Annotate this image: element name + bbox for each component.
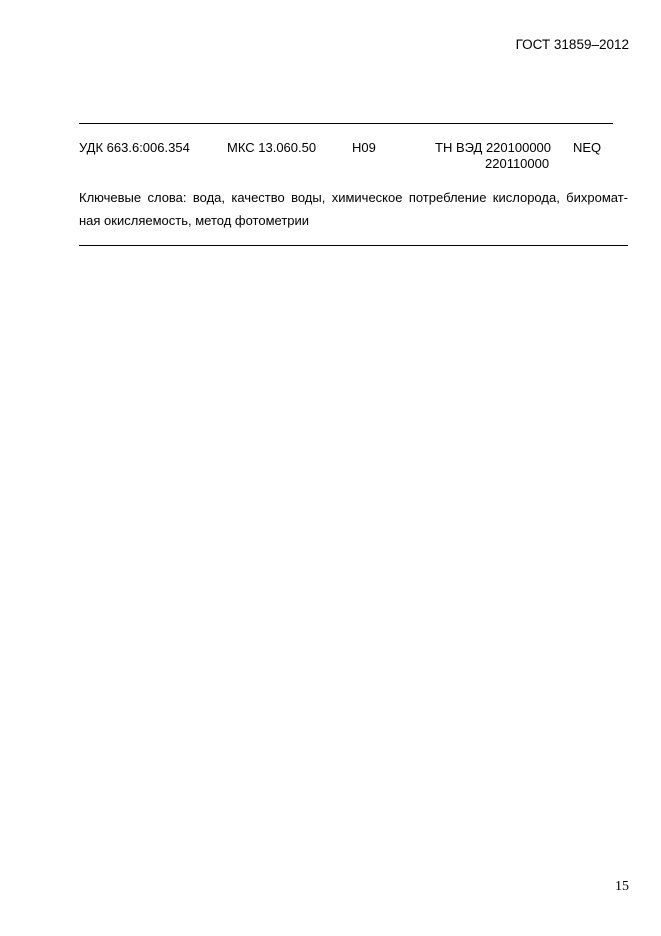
mks-code: МКС 13.060.50 — [227, 140, 317, 155]
equivalence-mark: NEQ — [573, 140, 602, 155]
page-number: 15 — [615, 879, 629, 894]
bottom-divider — [79, 245, 628, 246]
keywords-line-1: Ключевые слова: вода, качество воды, химическое потребление кислорода, бихромат- — [79, 190, 628, 205]
tnved-code-primary: ТН ВЭД 220100000 — [435, 140, 552, 155]
keywords-line-2: ная окисляемость, метод фотометрии — [79, 213, 310, 228]
tnved-code-secondary: 220110000 — [485, 156, 550, 171]
udk-code: УДК 663.6:006.354 — [79, 140, 190, 155]
standard-code: ГОСТ 31859–2012 — [515, 37, 629, 52]
keywords-paragraph — [79, 186, 628, 232]
top-divider — [79, 123, 613, 124]
okp-group-code: Н09 — [352, 140, 376, 155]
